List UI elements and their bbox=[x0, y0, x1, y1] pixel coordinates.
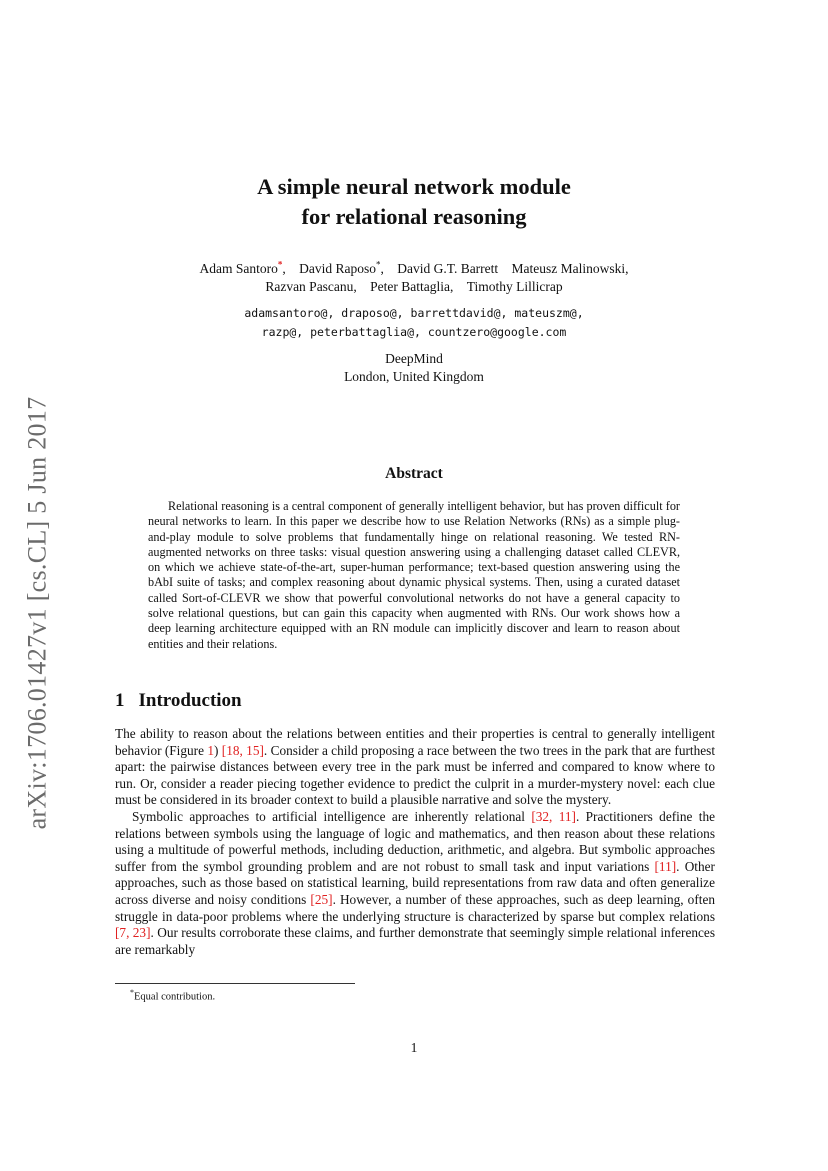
author: Mateusz Malinowski, bbox=[511, 260, 629, 276]
footnote-text: Equal contribution. bbox=[134, 991, 216, 1003]
author-row-2 bbox=[0, 278, 828, 296]
author-name: Adam Santoro bbox=[199, 260, 278, 276]
abstract-text: Relational reasoning is a central component of generally intelligent behavior, but has proven difficult for neural networks to learn. In this paper we describe how to use Relation Networks (RNs) as a simple plug-and-play module to solve problems that fundamentally hinge on relational reasoning. We tested RN-augmented networks on three tasks: visual question answering using a challenging dataset called CLEVR, on which we achieve state-of-the-art, super-human performance; text-based question answering using the bAbI suite of tasks; and complex reasoning about dynamic physical systems. Then, using a curated dataset called Sort-of-CLEVR we show that powerful convolutional networks do not have a general capacity to solve relational questions, but can gain this capacity when augmented with RNs. Our work shows how a deep learning architecture equipped with an RN module can implicitly discover and learn to reason about entities and their relations. bbox=[148, 499, 680, 651]
abstract-heading: Abstract bbox=[385, 465, 443, 482]
arxiv-side-label bbox=[18, 378, 56, 848]
author bbox=[199, 261, 285, 276]
title-line-1: A simple neural network module bbox=[257, 174, 571, 199]
citation-link[interactable]: [11] bbox=[654, 858, 677, 874]
text-run: . Practitioners define the relations between symbols using the language of logic and mathematics, and then reason about these relations using a multitude of powerful methods, including deduction, arithmetic, and algebra. But symbolic approaches suffer from the symbol grounding problem and are not robust to small task and input variations bbox=[115, 808, 715, 874]
section-title: Introduction bbox=[138, 690, 242, 711]
paragraph bbox=[115, 726, 715, 809]
citation-link[interactable]: [18, 15] bbox=[221, 742, 264, 758]
author-name: David Raposo bbox=[299, 260, 376, 276]
title-line-2: for relational reasoning bbox=[301, 204, 527, 229]
text-run: . However, a number of these approaches, such as deep learning, often struggle in data-poor problems where the underlying structure is characterized by sparse but complex relations bbox=[115, 891, 715, 924]
affiliation bbox=[0, 350, 828, 386]
section-number: 1 bbox=[115, 690, 125, 711]
email-line-1: adamsantoro@, draposo@, barrettdavid@, mateuszm@, bbox=[244, 306, 584, 320]
page-number: 1 bbox=[410, 1040, 418, 1055]
text-run: The ability to reason about the relations between entities and their properties is central to generally intelligent behavior (Figure bbox=[115, 726, 715, 758]
section-heading bbox=[115, 690, 242, 712]
equal-contribution-mark: * bbox=[375, 259, 381, 269]
body-text bbox=[115, 726, 715, 958]
author: Razvan Pascanu, bbox=[265, 278, 357, 294]
footnote bbox=[130, 988, 215, 1003]
citation-link[interactable]: [7, 23] bbox=[115, 925, 151, 941]
figure-link[interactable]: 1 bbox=[207, 742, 215, 758]
text-run: ) bbox=[214, 742, 222, 758]
author: Peter Battaglia, bbox=[370, 278, 454, 294]
author-row-1 bbox=[0, 255, 828, 278]
text-run: Symbolic approaches to artificial intelligence are inherently relational bbox=[132, 808, 532, 824]
equal-contribution-mark[interactable]: * bbox=[277, 259, 283, 269]
affiliation-org: DeepMind bbox=[385, 351, 443, 366]
text-run: . Consider a child proposing a race between the two trees in the park that are furthest apart: the pairwise distances between every tree in the park must be inferred and compared to know where to run. Or, consider a reader piecing together evidence to predict the culprit in a murder-mystery novel: each clue must be considered in its broader context to build a plausible narrative and solve the mystery. bbox=[115, 742, 716, 808]
paper-title bbox=[0, 172, 828, 232]
author: David G.T. Barrett bbox=[397, 260, 499, 276]
author bbox=[299, 261, 384, 276]
author-list bbox=[0, 255, 828, 296]
author-emails bbox=[0, 304, 828, 342]
affiliation-location: London, United Kingdom bbox=[344, 369, 484, 384]
author: Timothy Lillicrap bbox=[466, 278, 563, 294]
footnote-rule bbox=[115, 983, 355, 984]
footnote-mark: * bbox=[130, 988, 134, 997]
paragraph bbox=[115, 809, 715, 958]
author-separator: , bbox=[380, 260, 384, 276]
text-run: . Other approaches, such as those based on statistical learning, build representations from raw data and often generalize across diverse and noisy conditions bbox=[115, 858, 715, 907]
email-line-2: razp@, peterbattaglia@, countzero@google.com bbox=[261, 325, 567, 339]
text-run: . Our results corroborate these claims, and further demonstrate that seemingly simple relational inferences are remarkably bbox=[115, 925, 715, 957]
arxiv-identifier: arXiv:1706.01427v1 [cs.CL] 5 Jun 2017 bbox=[22, 396, 51, 830]
author-separator: , bbox=[282, 260, 286, 276]
citation-link[interactable]: [32, 11] bbox=[531, 808, 576, 824]
citation-link[interactable]: [25] bbox=[310, 891, 333, 907]
